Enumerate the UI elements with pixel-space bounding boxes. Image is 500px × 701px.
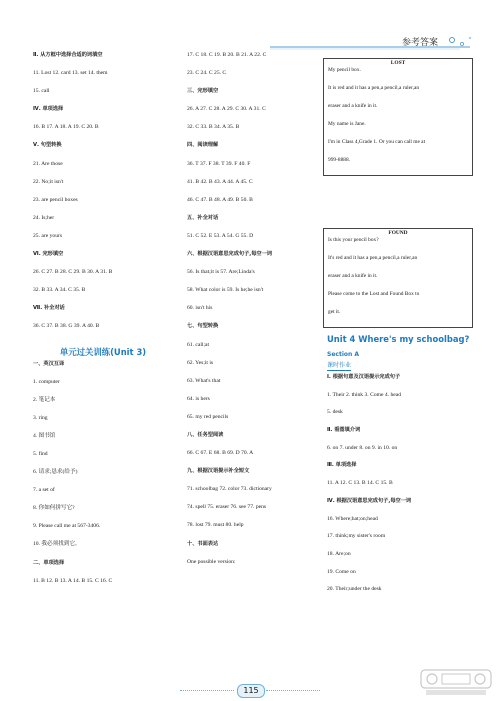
answers-block-right: [327, 374, 467, 593]
answer-line: 46. C 47. B 48. A 49. B 50. B: [187, 196, 253, 203]
answer-line: 11. B 12. B 13. A 14. B 15. C 16. C: [33, 577, 113, 584]
answer-line: 32. C 33. B 34. A 35. B: [187, 124, 240, 131]
header-title: 参考答案: [401, 38, 438, 48]
answer-line: 15. call: [33, 88, 50, 95]
answer-line: 78. lost 79. must 80. help: [187, 522, 244, 529]
answer-line: 8. 你如何拼写它?: [33, 505, 75, 512]
answer-line: 16. Where;hat;on;head: [327, 515, 378, 522]
answer-line: 36. C 37. B 38. G 39. A 40. B: [33, 323, 100, 330]
answer-line: 51. C 52. E 53. A 54. G 55. D: [187, 232, 254, 239]
section-heading: 十、书面表达: [187, 540, 219, 547]
answer-line: 60. isn't his: [187, 305, 213, 312]
section-heading: 七、句型转换: [187, 323, 219, 330]
section-heading: 六、根据汉语意思完成句子,每空一词: [187, 251, 272, 258]
answer-line: 4. 图书馆: [33, 432, 56, 439]
found-notice-title: FOUND: [388, 230, 408, 236]
section-heading: Ⅱ. 看图填介词: [327, 427, 361, 434]
column-left: [33, 52, 173, 596]
answer-line: 63. What's that: [187, 377, 221, 384]
answer-line: 23. C 24. C 25. C: [187, 70, 227, 77]
notice-line: eraser and a knife in it.: [328, 103, 378, 109]
answer-line: 74. spell 75. eraser 76. see 77. pens: [187, 504, 267, 511]
section-a-heading: Section A: [327, 351, 359, 358]
answer-line: 11. Lost 12. card 13. set 14. them: [33, 70, 108, 77]
answers-block-middle: [187, 52, 317, 566]
notice-line: eraser and a knife in it.: [328, 273, 378, 279]
answers-block-top: [33, 52, 173, 330]
answer-line: 20. Their;under the desk: [327, 586, 382, 593]
section-heading: Ⅱ. 从方框中选择合适的词填空: [33, 52, 103, 58]
answer-line: 71. schoolbag 72. color 73. dictionary: [187, 486, 272, 493]
column-right: [327, 334, 470, 604]
answer-line: 58. What color is 59. Is he;he isn't: [187, 287, 264, 294]
answer-line: 36. T 37. F 38. T 39. F 40. F: [187, 160, 251, 167]
answer-line: 2. 笔记本: [33, 396, 56, 403]
answer-line: 62. Yes;it is: [187, 359, 214, 366]
answer-line: 6. 请求;恳求(给予): [33, 469, 78, 476]
answer-line: 5. find: [33, 450, 48, 457]
unit4-title: Unit 4 Where's my schoolbag?: [327, 334, 470, 344]
section-heading: 二、单项选择: [33, 559, 65, 566]
section-heading: Ⅴ. 句型转换: [33, 142, 62, 149]
answer-line: 1. computer: [33, 378, 60, 385]
column-middle: [187, 52, 317, 577]
lost-notice-title: LOST: [390, 60, 406, 66]
answer-line: 5. desk: [327, 409, 343, 416]
homework-tag: 课时作业: [327, 362, 352, 369]
answer-line: 1. Their 2. think 3. Come 4. head: [327, 391, 402, 398]
found-notice-body: [324, 237, 472, 316]
answer-line: 19. Come on: [327, 568, 356, 575]
answer-line: 16. B 17. A 18. A 19. C 20. B: [33, 124, 99, 131]
answer-line: 64. is hers: [187, 395, 210, 402]
footer-dots-right: [266, 690, 320, 691]
answer-line: 22. No;it isn't: [33, 178, 64, 185]
section-heading: 九、根据汉语提示补全短文: [187, 468, 250, 475]
found-notice-box: [323, 228, 473, 328]
footer-dots-left: [180, 690, 234, 691]
answer-line: 10. 我必须找到它。: [33, 541, 81, 548]
notice-line: Is this your pencil box?: [328, 237, 379, 243]
section-heading: 四、阅读理解: [187, 142, 219, 149]
section-heading: 一、英汉互译: [33, 360, 65, 367]
answer-line: One possible version:: [187, 558, 236, 565]
section-heading: 八、任务型阅读: [187, 431, 224, 438]
answer-line: 11. A 12. C 13. B 14. C 15. B: [327, 480, 393, 487]
notice-line: get it.: [328, 309, 341, 315]
unit3-title: 单元过关训练(Unit 3): [59, 346, 147, 357]
section-heading: 五、补全对话: [187, 214, 219, 221]
answer-line: 6. on 7. under 8. on 9. in 10. on: [327, 444, 398, 451]
answer-line: 61. call;at: [187, 341, 210, 348]
notice-line: Please come to the Lost and Found Box to: [328, 291, 420, 297]
page-number: 115: [237, 684, 265, 698]
notice-line: My name is Jane.: [328, 121, 366, 127]
answer-line: 17. C 18. C 19. B 20. B 21. A 22. C: [187, 52, 267, 58]
answer-line: 21. Are those: [33, 160, 63, 167]
answer-line: 25. are yours: [33, 232, 63, 239]
answer-line: 9. Please call me at 567-3406.: [33, 523, 101, 530]
section-heading: Ⅵ. 完形填空: [33, 251, 64, 258]
answer-line: 3. ring: [33, 414, 48, 421]
watermark-logo: [420, 669, 492, 697]
answers-block-bottom: [33, 361, 173, 585]
section-heading: Ⅳ. 单项选择: [33, 106, 64, 113]
notice-line: My pencil box.: [328, 67, 361, 73]
section-heading: Ⅶ. 补全对话: [33, 305, 65, 312]
answer-line: 65. my red pencils: [187, 413, 229, 420]
answer-line: 26. A 27. C 28. A 29. C 30. A 31. C: [187, 106, 266, 113]
section-heading: Ⅰ. 根据句意及汉语提示完成句子: [327, 374, 401, 380]
notice-line: 999-8888.: [328, 157, 351, 163]
answer-line: 7. a set of: [33, 487, 55, 494]
page-header: [0, 0, 500, 50]
answer-line: 24. Is;her: [33, 214, 55, 221]
answer-line: 41. B 42. B 43. A 44. A 45. C: [187, 178, 253, 185]
answer-line: 17. think;my sister's room: [327, 533, 386, 540]
section-heading: 三、完形填空: [187, 88, 219, 95]
answer-line: 23. are pencil boxes: [33, 196, 78, 203]
section-heading: Ⅲ. 单项选择: [327, 462, 357, 469]
answer-line: 18. Are;on: [327, 550, 351, 557]
notice-line: It is red and it has a pen,a pencil,a ruler,an: [328, 85, 420, 91]
answer-line: 26. C 27. B 28. C 29. B 30. A 31. B: [33, 269, 113, 276]
answer-line: 56. Is that;it is 57. Are;Linda's: [187, 269, 255, 276]
lost-notice-body: [324, 67, 472, 164]
notice-line: I'm in Class 4,Grade 1. Or you can call me at: [328, 139, 426, 145]
answer-line: 32. B 33. A 34. C 35. B: [33, 287, 86, 294]
answer-line: 66. C 67. E 68. B 69. D 70. A: [187, 450, 254, 457]
section-heading: Ⅳ. 根据汉语意思完成句子,每空一词: [327, 497, 412, 504]
lost-notice-box: [323, 58, 473, 176]
notice-line: It's red and it has a pen,a pencil,a ruler,an: [328, 255, 418, 261]
